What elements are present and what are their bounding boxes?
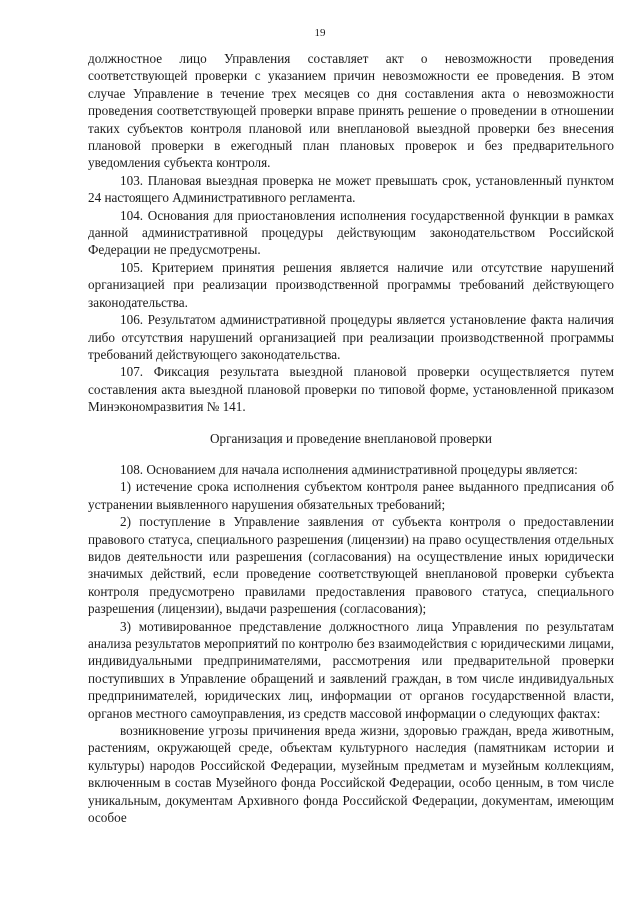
- list-item-1: 1) истечение срока исполнения субъектом контроля ранее выданного предписания об устранении выявленного нарушения обязательных требований;: [88, 479, 614, 512]
- page-number: 19: [314, 27, 326, 39]
- paragraph-107: 107. Фиксация результата выездной плановой проверки осуществляется путем составления акта выездной плановой проверки по типовой форме, установленной приказом Минэкономразвития № 141.: [88, 364, 614, 415]
- list-subitem-threat: возникновение угрозы причинения вреда жизни, здоровью граждан, вреда животным, растениям, окружающей среде, объектам культурного наследия (памятникам истории и культуры) народов Российской Федерации, музейным предметам и музейным коллекциям, включенным в состав Музейного фонда Российской Федерации, особо ценным, в том числе уникальным, документам Архивного фонда Российской Федерации, документам, имеющим особое: [88, 723, 614, 826]
- paragraph-continuation: должностное лицо Управления составляет акт о невозможности проведения соответствующей проверки с указанием причин невозможности ее проведения. В этом случае Управление в течение трех месяцев со дня составления акта о невозможности проведения соответствующей проверки вправе принять решение о проведении в отношении таких субъектов контроля плановой или внеплановой выездной проверки без внесения плановой проверки в ежегодный план плановых проверок и без предварительного уведомления субъекта контроля.: [88, 51, 614, 171]
- document-body: [88, 50, 614, 826]
- paragraph-103: 103. Плановая выездная проверка не может превышать срок, установленный пунктом 24 настоящего Административного регламента.: [88, 172, 614, 206]
- paragraph-105: 105. Критерием принятия решения является наличие или отсутствие нарушений организацией при реализации производственной программы требований действующего законодательства.: [88, 259, 614, 310]
- paragraph-104: 104. Основания для приостановления исполнения государственной функции в рамках данной административной процедуры действующим законодательством Российской Федерации не предусмотрены.: [88, 207, 614, 258]
- list-item-2: 2) поступление в Управление заявления от субъекта контроля о предоставлении правового статуса, специального разрешения (лицензии) на право осуществления отдельных видов деятельности или разрешения (согласования) на осуществление иных юридически значимых действий, если проведение соответствующей внеплановой проверки субъекта контроля предусмотрено правилами предоставления правового статуса, специального разрешения (лицензии), выдачи разрешения (согласования);: [88, 514, 614, 617]
- section-heading: Организация и проведение внеплановой проверки: [210, 430, 492, 446]
- paragraph-108: 108. Основанием для начала исполнения административной процедуры является:: [120, 461, 578, 477]
- paragraph-106: 106. Результатом административной процедуры является установление факта наличия либо отсутствия нарушений организацией при реализации производственной программы требований действующего законодательства.: [88, 312, 614, 362]
- list-item-3: 3) мотивированное представление должностного лица Управления по результатам анализа результатов мероприятий по контролю без взаимодействия с юридическими лицами, индивидуальными предпринимателями, рассмотрения или предварительной проверки поступивших в Управление обращений и заявлений граждан, в том числе индивидуальных предпринимателей, юридических лиц, информации от органов государственной власти, органов местного самоуправления, из средств массовой информации о следующих фактах:: [88, 618, 614, 721]
